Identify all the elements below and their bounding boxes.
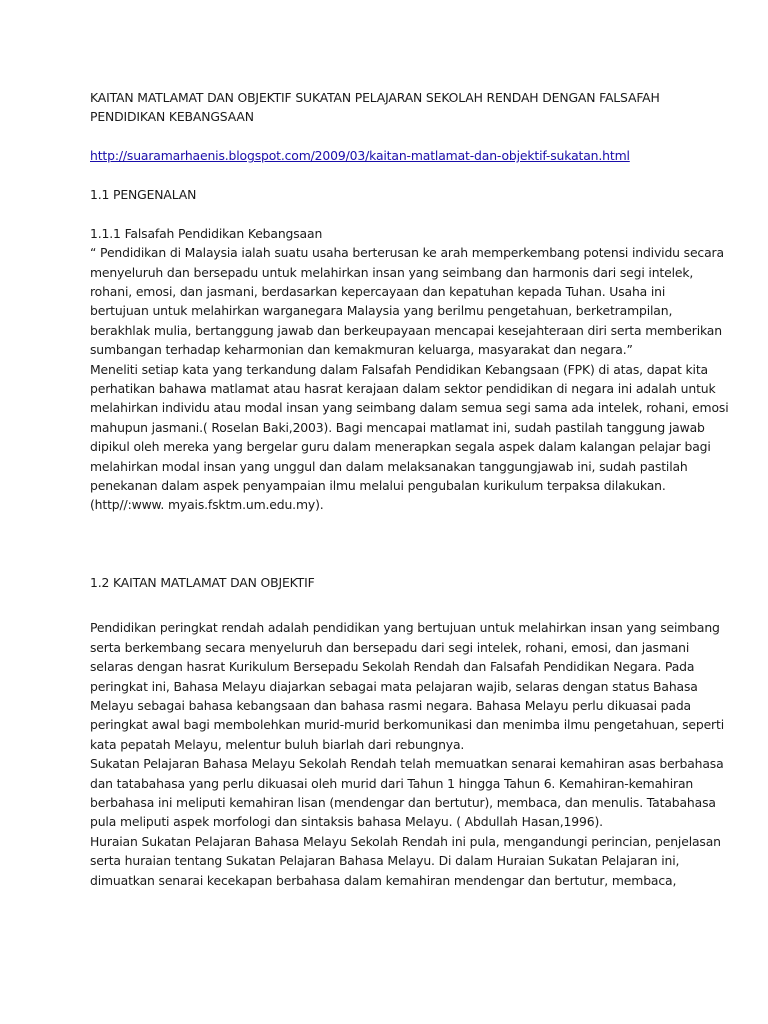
title-line: KAITAN MATLAMAT DAN OBJEKTIF SUKATAN PELAJARAN SEKOLAH RENDAH DENGAN FALSAFAH xyxy=(90,90,660,105)
paragraph-line: serta huraian tentang Sukatan Pelajaran Bahasa Melayu. Di dalam Huraian Sukatan Pelajaran ini, xyxy=(90,853,680,869)
section-heading-pengenalan: 1.1 PENGENALAN xyxy=(90,187,197,202)
quote-line: menyeluruh dan bersepadu untuk melahirkan insan yang seimbang dan harmonis dari segi intelek, xyxy=(90,264,694,280)
section-heading-kaitan: 1.2 KAITAN MATLAMAT DAN OBJEKTIF xyxy=(90,574,315,590)
quote-line: bertujuan untuk melahirkan warganegara Malaysia yang berilmu pengetahuan, berketrampilan, xyxy=(90,303,673,319)
paragraph-line: dan tatabahasa yang perlu dikuasai oleh murid dari Tahun 1 hingga Tahun 6. Kemahiran-kemahiran xyxy=(90,775,694,791)
quote-line: “ Pendidikan di Malaysia ialah suatu usaha berterusan ke arah memperkembang potensi individu secara xyxy=(90,245,724,261)
paragraph-line: dimuatkan senarai kecekapan berbahasa dalam kemahiran mendengar dan bertutur, membaca, xyxy=(90,872,677,888)
paragraph-line: pula meliputi aspek morfologi dan sintaksis bahasa Melayu. ( Abdullah Hasan,1996). xyxy=(90,814,603,830)
paragraph-meneliti xyxy=(90,360,729,515)
paragraph-line: serta berkembang secara menyeluruh dan bersepadu dari segi intelek, rohani, emosi, dan jasmani xyxy=(90,639,690,655)
paragraph-huraian xyxy=(90,832,721,890)
paragraph-line: Sukatan Pelajaran Bahasa Melayu Sekolah Rendah telah memuatkan senarai kemahiran asas berbahasa xyxy=(90,756,724,772)
paragraph-line: perhatikan bahawa matlamat atau hasrat kerajaan dalam sektor pendidikan di negara ini adalah untuk xyxy=(90,381,716,397)
paragraph-line: Huraian Sukatan Pelajaran Bahasa Melayu Sekolah Rendah ini pula, mengandungi perincian, penjelasan xyxy=(90,833,721,849)
quote-line: sumbangan terhadap keharmonian dan kemakmuran keluarga, masyarakat dan negara.” xyxy=(90,342,633,358)
paragraph-pendidikan-rendah xyxy=(90,618,725,754)
document-body xyxy=(90,88,729,890)
paragraph-line: dipikul oleh mereka yang bergelar guru dalam menerapkan segala aspek dalam kalangan pelajar bagi xyxy=(90,439,711,455)
paragraph-line: peringkat awal bagi membolehkan murid-murid berkomunikasi dan menimba ilmu pengetahuan, seperti xyxy=(90,717,725,733)
quote-line: berakhlak mulia, bertanggung jawab dan berkeupayaan mencapai kesejahteraan diri serta memberikan xyxy=(90,322,722,338)
paragraph-line: peringkat ini, Bahasa Melayu diajarkan sebagai mata pelajaran wajib, selaras dengan status Bahasa xyxy=(90,678,698,694)
paragraph-line: berbahasa ini meliputi kemahiran lisan (mendengar dan bertutur), membaca, dan menulis. Tatabahasa xyxy=(90,794,716,810)
paragraph-line: (http//:www. myais.fsktm.um.edu.my). xyxy=(90,497,324,513)
source-url-link[interactable]: http://suaramarhaenis.blogspot.com/2009/03/kaitan-matlamat-dan-objektif-sukatan.html xyxy=(90,148,630,164)
subsection-heading-falsafah: 1.1.1 Falsafah Pendidikan Kebangsaan xyxy=(90,225,323,241)
quote-line: rohani, emosi, dan jasmani, berdasarkan kepercayaan dan kepatuhan kepada Tuhan. Usaha ini xyxy=(90,284,666,300)
paragraph-line: penekanan dalam aspek penyampaian ilmu melalui pengubalan kurikulum terpaksa dilakukan. xyxy=(90,478,666,494)
document-title xyxy=(90,88,690,127)
paragraph-line: melahirkan modal insan yang unggul dan dalam melaksanakan tanggungjawab ini, sudah pastilah xyxy=(90,458,688,474)
paragraph-line: Meneliti setiap kata yang terkandung dalam Falsafah Pendidikan Kebangsaan (FPK) di atas, dapat kita xyxy=(90,361,708,377)
paragraph-line: selaras dengan hasrat Kurikulum Bersepadu Sekolah Rendah dan Falsafah Pendidikan Negara. Pada xyxy=(90,659,695,675)
paragraph-sukatan xyxy=(90,754,724,832)
fpk-quote xyxy=(90,243,724,359)
paragraph-line: Pendidikan peringkat rendah adalah pendidikan yang bertujuan untuk melahirkan insan yang seimbang xyxy=(90,620,720,636)
paragraph-line: mahupun jasmani.( Roselan Baki,2003). Bagi mencapai matlamat ini, sudah pastilah tanggung jawab xyxy=(90,419,705,435)
paragraph-line: kata pepatah Melayu, melentur buluh biarlah dari rebungnya. xyxy=(90,736,465,752)
paragraph-line: melahirkan individu atau modal insan yang seimbang dalam semua segi sama ada intelek, rohani, emosi xyxy=(90,400,729,416)
paragraph-line: Melayu sebagai bahasa kebangsaan dan bahasa rasmi negara. Bahasa Melayu perlu dikuasai pada xyxy=(90,697,691,713)
title-line: PENDIDIKAN KEBANGSAAN xyxy=(90,109,254,125)
